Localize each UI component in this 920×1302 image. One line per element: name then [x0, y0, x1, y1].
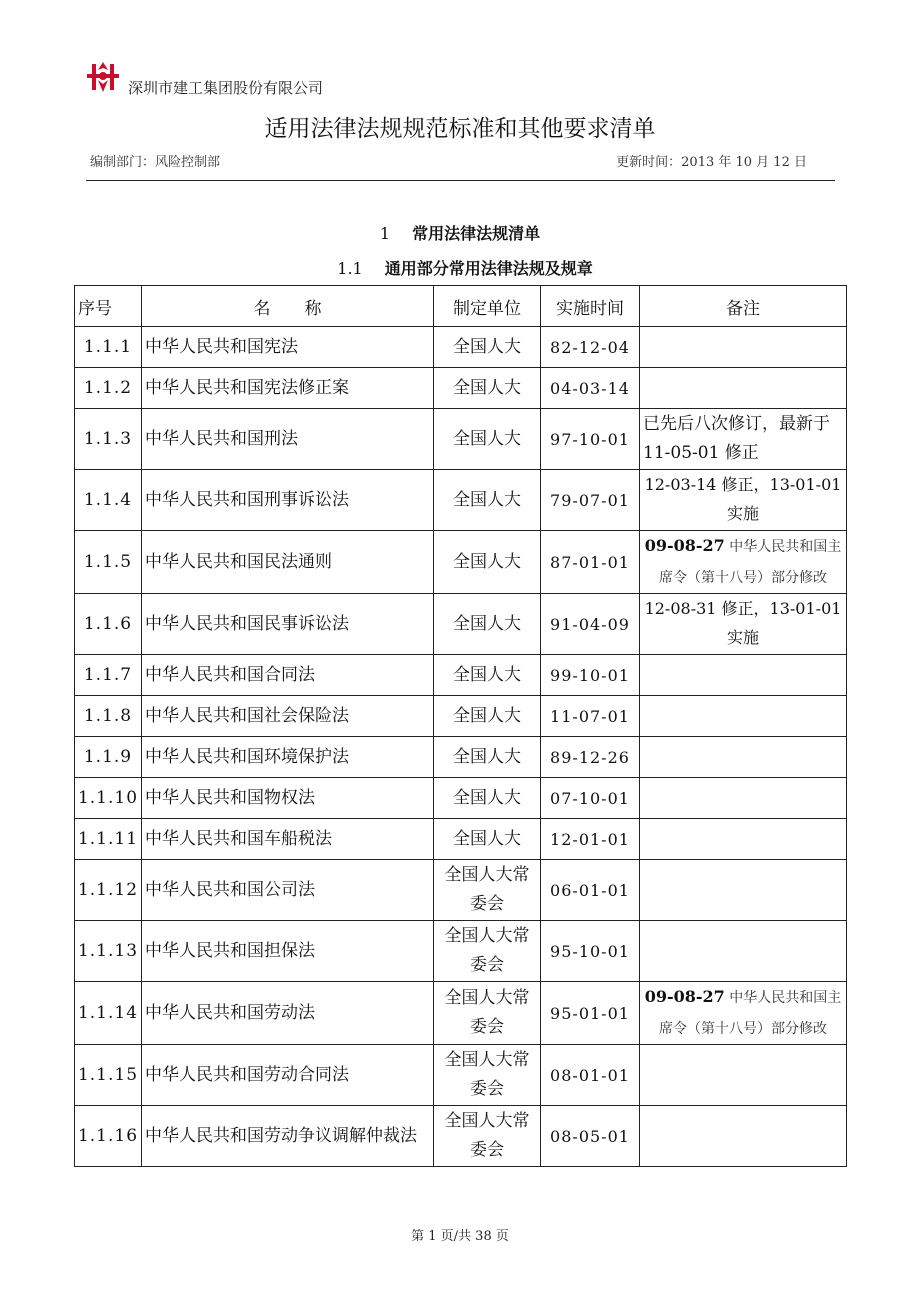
subsection-number: 1.1: [337, 259, 363, 278]
row-org: 全国人大: [434, 696, 541, 737]
row-date: 99-10-01: [541, 655, 640, 696]
update-time: 更新时间：2013 年 10 月 12 日: [616, 155, 807, 170]
row-seq: 1.1.13: [75, 921, 142, 982]
table-row: [75, 655, 847, 696]
section-heading: [0, 221, 920, 244]
row-name: 中华人民共和国担保法: [142, 921, 434, 982]
row-name: 中华人民共和国社会保险法: [142, 696, 434, 737]
table-row: [75, 696, 847, 737]
company-logo-icon: [86, 60, 120, 94]
row-date: 79-07-01: [541, 470, 640, 531]
table-row: [75, 470, 847, 531]
row-note: [640, 594, 847, 655]
row-seq: 1.1.2: [75, 368, 142, 409]
row-note: [640, 327, 847, 368]
row-note: [640, 655, 847, 696]
row-note: [640, 860, 847, 921]
row-date: 95-10-01: [541, 921, 640, 982]
row-name: 中华人民共和国合同法: [142, 655, 434, 696]
table-row: [75, 1106, 847, 1167]
table-header-row: [75, 286, 847, 327]
row-org: 全国人大常委会: [434, 1045, 541, 1106]
note-main: 已先后八次修订，最新于 11-05-01 修正: [643, 413, 830, 463]
note-sub: 中华人民共和国主席令（第十八号）部分修改: [659, 539, 842, 586]
row-seq: 1.1.12: [75, 860, 142, 921]
row-seq: 1.1.9: [75, 737, 142, 778]
row-org: 全国人大: [434, 327, 541, 368]
row-note: [640, 819, 847, 860]
table-row: [75, 778, 847, 819]
row-date: 91-04-09: [541, 594, 640, 655]
subsection-title: 通用部分常用法律法规及规章: [384, 259, 593, 278]
row-seq: 1.1.14: [75, 982, 142, 1045]
row-org: 全国人大: [434, 531, 541, 594]
row-name: 中华人民共和国车船税法: [142, 819, 434, 860]
row-name: 中华人民共和国劳动合同法: [142, 1045, 434, 1106]
row-note: [640, 921, 847, 982]
row-date: 08-05-01: [541, 1106, 640, 1167]
row-org: 全国人大: [434, 655, 541, 696]
row-seq: 1.1.5: [75, 531, 142, 594]
table-row: [75, 594, 847, 655]
row-org: 全国人大常委会: [434, 860, 541, 921]
row-org: 全国人大: [434, 409, 541, 470]
document-title: 适用法律法规规范标准和其他要求清单: [264, 116, 656, 142]
row-date: 08-01-01: [541, 1045, 640, 1106]
row-org: 全国人大: [434, 819, 541, 860]
row-date: 11-07-01: [541, 696, 640, 737]
note-main: 09-08-27: [644, 536, 725, 555]
row-date: 04-03-14: [541, 368, 640, 409]
row-seq: 1.1.7: [75, 655, 142, 696]
row-name: 中华人民共和国刑事诉讼法: [142, 470, 434, 531]
row-date: 95-01-01: [541, 982, 640, 1045]
note-main: 09-08-27: [644, 987, 725, 1006]
row-note: [640, 778, 847, 819]
note-sub: 中华人民共和国主席令（第十八号）部分修改: [659, 990, 842, 1037]
table-row: [75, 531, 847, 594]
row-seq: 1.1.8: [75, 696, 142, 737]
note-main: 12-08-31 修正，13-01-01 实施: [644, 599, 842, 647]
note-main: 12-03-14 修正，13-01-01 实施: [644, 475, 842, 523]
row-seq: 1.1.10: [75, 778, 142, 819]
row-note: [640, 1045, 847, 1106]
row-name: 中华人民共和国环境保护法: [142, 737, 434, 778]
row-seq: 1.1.6: [75, 594, 142, 655]
row-seq: 1.1.11: [75, 819, 142, 860]
row-org: 全国人大常委会: [434, 982, 541, 1045]
table-row: [75, 368, 847, 409]
row-org: 全国人大: [434, 594, 541, 655]
row-seq: 1.1.15: [75, 1045, 142, 1106]
table-row: [75, 819, 847, 860]
department-label: 编制部门：风险控制部: [90, 155, 221, 170]
row-name: 中华人民共和国刑法: [142, 409, 434, 470]
row-note: [640, 982, 847, 1045]
row-seq: 1.1.16: [75, 1106, 142, 1167]
col-header-note: 备注: [640, 286, 847, 327]
row-name: 中华人民共和国民法通则: [142, 531, 434, 594]
row-name: 中华人民共和国民事诉讼法: [142, 594, 434, 655]
row-name: 中华人民共和国公司法: [142, 860, 434, 921]
table-row: [75, 327, 847, 368]
col-header-org: 制定单位: [434, 286, 541, 327]
table-row: [75, 921, 847, 982]
row-note: [640, 1106, 847, 1167]
row-date: 89-12-26: [541, 737, 640, 778]
row-name: 中华人民共和国劳动法: [142, 982, 434, 1045]
row-note: [640, 368, 847, 409]
table-row: [75, 409, 847, 470]
row-note: [640, 696, 847, 737]
section-title: 常用法律法规清单: [412, 224, 541, 243]
col-header-date: 实施时间: [541, 286, 640, 327]
page-number: 第 1 页/共 38 页: [411, 1229, 509, 1244]
row-date: 87-01-01: [541, 531, 640, 594]
row-org: 全国人大: [434, 470, 541, 531]
row-name: 中华人民共和国物权法: [142, 778, 434, 819]
col-header-seq: 序号: [75, 286, 142, 327]
header-divider: [86, 180, 835, 181]
row-note: [640, 737, 847, 778]
row-date: 82-12-04: [541, 327, 640, 368]
company-name: 深圳市建工集团股份有限公司: [128, 79, 324, 97]
laws-table: [74, 285, 847, 1167]
section-number: 1: [379, 224, 391, 243]
row-org: 全国人大: [434, 778, 541, 819]
row-note: [640, 409, 847, 470]
row-seq: 1.1.4: [75, 470, 142, 531]
row-name: 中华人民共和国劳动争议调解仲裁法: [142, 1106, 434, 1167]
row-name: 中华人民共和国宪法: [142, 327, 434, 368]
row-date: 07-10-01: [541, 778, 640, 819]
row-org: 全国人大常委会: [434, 921, 541, 982]
col-header-name: 名 称: [142, 286, 434, 327]
row-org: 全国人大: [434, 737, 541, 778]
row-name: 中华人民共和国宪法修正案: [142, 368, 434, 409]
subsection-heading: [0, 256, 920, 279]
table-row: [75, 860, 847, 921]
table-row: [75, 1045, 847, 1106]
row-note: [640, 470, 847, 531]
row-seq: 1.1.3: [75, 409, 142, 470]
row-seq: 1.1.1: [75, 327, 142, 368]
row-note: [640, 531, 847, 594]
row-org: 全国人大: [434, 368, 541, 409]
table-row: [75, 982, 847, 1045]
row-org: 全国人大常委会: [434, 1106, 541, 1167]
row-date: 97-10-01: [541, 409, 640, 470]
row-date: 06-01-01: [541, 860, 640, 921]
row-date: 12-01-01: [541, 819, 640, 860]
table-row: [75, 737, 847, 778]
